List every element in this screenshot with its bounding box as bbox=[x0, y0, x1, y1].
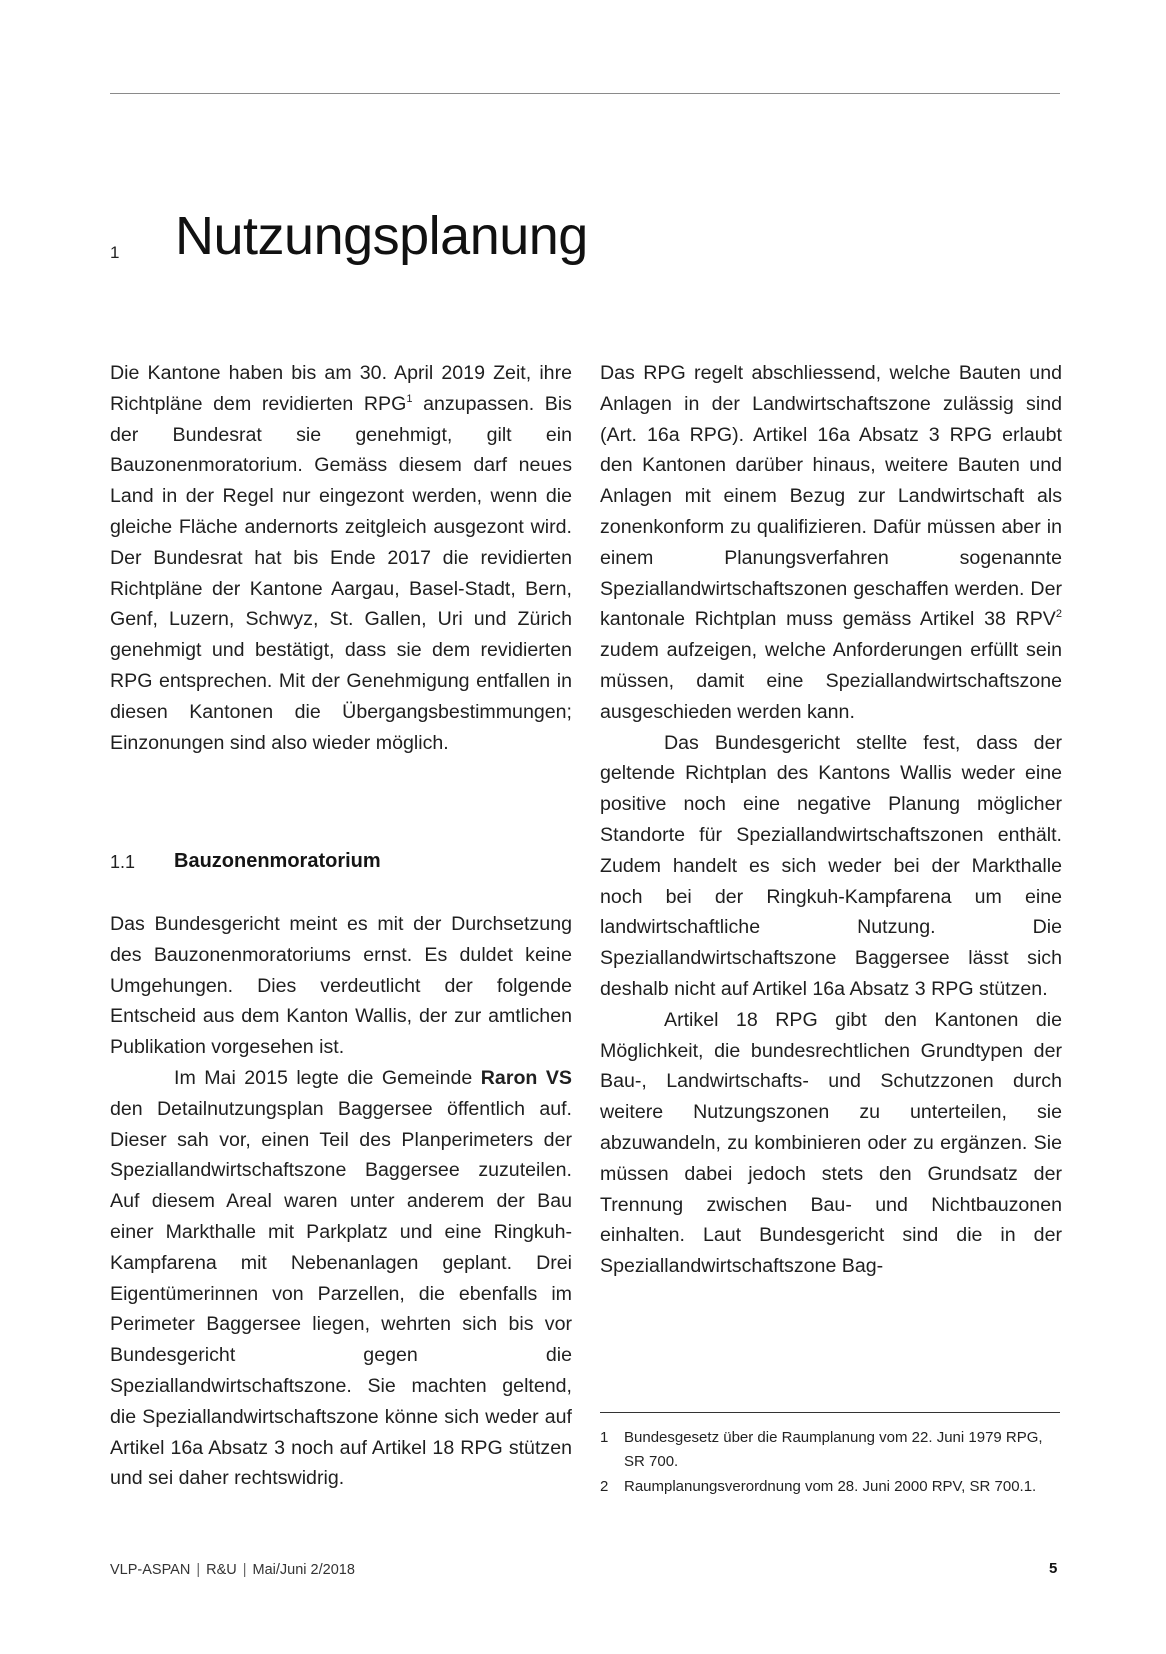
body-paragraph: Das Bundesgericht meint es mit der Durchsetzung des Bauzonenmoratoriums ernst. Es duldet keine Umgehungen. Dies verdeutlicht der folgende Entscheid aus dem Kanton Wallis, der zur amtlichen Publikation vorgesehen ist. bbox=[110, 913, 572, 1059]
footnote-number: 1 bbox=[600, 1429, 609, 1446]
page-number: 5 bbox=[1049, 1560, 1058, 1577]
footnote-text: Bundesgesetz über die Raumplanung vom 22. Juni 1979 RPG, SR 700. bbox=[624, 1429, 1043, 1470]
body-paragraph: Das RPG regelt abschliessend, welche Bauten und Anlagen in der Landwirtschaftszone zulässig sind (Art. 16a RPG). Artikel 16a Absatz 3 RPG erlaubt den Kantonen darüber hinaus, weitere Bauten und Anlagen mit einem Bezug zur Landwirtschaft als zonenkonform zu qualifizieren. Dafür müssen aber in einem Planungsverfahren sogenannte Speziallandwirtschaftszonen geschaffen werden. Der kantonale Richtplan muss gemäss Artikel 38 RPV$^2$ zudem aufzeigen, welche Anforderungen erfüllt sein müssen, damit eine Speziallandwirtschaftszone ausgeschieden werden kann. bbox=[600, 362, 1062, 723]
footnote-item bbox=[600, 1426, 1062, 1474]
right-body-column bbox=[600, 358, 1062, 1282]
body-paragraph: Das Bundesgericht stellte fest, dass der geltende Richtplan des Kantons Wallis weder eine positive noch eine negative Planung möglicher Standorte für Speziallandwirtschaftszonen enthält. Zudem handelt es sich weder bei der Markthalle noch bei der Ringkuh-Kampfarena um eine landwirtschaftliche Nutzung. Die Speziallandwirtschaftszone Baggersee lässt sich deshalb nicht auf Artikel 16a Absatz 3 RPG stützen. bbox=[600, 731, 1062, 1000]
section-number: 1.1 bbox=[110, 852, 136, 872]
chapter-title: Nutzungsplanung bbox=[175, 206, 588, 266]
header-rule bbox=[110, 93, 1060, 94]
footer-magazine: R&U bbox=[206, 1562, 237, 1578]
footnote-text: Raumplanungsverordnung vom 28. Juni 2000 RPV, SR 700.1. bbox=[624, 1478, 1037, 1495]
footnote-item bbox=[600, 1475, 1062, 1499]
page-footer bbox=[110, 1562, 355, 1578]
footnotes bbox=[600, 1426, 1062, 1500]
intro-column bbox=[110, 358, 572, 758]
footer-publisher: VLP-ASPAN bbox=[110, 1562, 191, 1578]
chapter-number: 1 bbox=[110, 243, 120, 262]
section-title: Bauzonenmoratorium bbox=[174, 850, 381, 872]
left-body-column bbox=[110, 909, 572, 1494]
body-paragraph: Im Mai 2015 legte die Gemeinde Raron VS den Detailnutzungsplan Baggersee öffentlich auf. Dieser sah vor, einen Teil des Planperimeters der Speziallandwirtschaftszone Baggersee zuzuteilen. Auf diesem Areal waren unter anderem der Bau einer Markthalle mit Parkplatz und eine Ringkuh-Kampfarena mit Nebenanlagen geplant. Drei Eigentümerinnen von Parzellen, die ebenfalls im Perimeter Baggersee liegen, wehrten sich bis vor Bundesgericht gegen die Speziallandwirtschaftszone. Sie machten geltend, die Speziallandwirtschaftszone könne sich weder auf Artikel 16a Absatz 3 noch auf Artikel 18 RPG stützen und sei daher rechtswidrig. bbox=[110, 1066, 572, 1490]
footnote-ref-2[interactable]: 2 bbox=[1055, 608, 1062, 621]
footnote-ref-1[interactable]: 1 bbox=[406, 392, 413, 405]
footer-separator: | bbox=[242, 1562, 247, 1578]
footnote-number: 2 bbox=[600, 1478, 609, 1495]
body-paragraph: Artikel 18 RPG gibt den Kantonen die Möglichkeit, die bundesrechtlichen Grundtypen der Bau-, Landwirtschafts- und Schutzzonen durch weitere Nutzungszonen zu unterteilen, sie abzuwandeln, zu kombinieren oder zu ergänzen. Sie müssen dabei jedoch stets den Grundsatz der Trennung zwischen Bau- und Nichtbauzonen einhalten. Laut Bundesgericht sind die in der Speziallandwirtschaftszone Bag- bbox=[600, 1008, 1062, 1278]
footer-separator: | bbox=[196, 1562, 201, 1578]
intro-paragraph: Die Kantone haben bis am 30. April 2019 Zeit, ihre Richtpläne dem revidierten RPG$^1$ anzupassen. Bis der Bundesrat sie genehmigt, gilt ein Bauzonenmoratorium. Gemäss diesem darf neues Land in der Regel nur eingezont werden, wenn die gleiche Fläche andernorts zeitgleich ausgezont wird. Der Bundesrat hat bis Ende 2017 die revidierten Richtpläne der Kantone Aargau, Basel-Stadt, Bern, Genf, Luzern, Schwyz, St. Gallen, Uri und Zürich genehmigt und bestätigt, dass sie dem revidierten RPG entsprechen. Mit der Genehmigung entfallen in diesen Kantonen die Übergangsbestimmungen; Einzonungen sind also wieder möglich. bbox=[110, 362, 572, 754]
place-name: Raron VS bbox=[480, 1066, 572, 1089]
footer-issue: Mai/Juni 2/2018 bbox=[252, 1562, 355, 1578]
footnote-rule bbox=[600, 1412, 1060, 1413]
